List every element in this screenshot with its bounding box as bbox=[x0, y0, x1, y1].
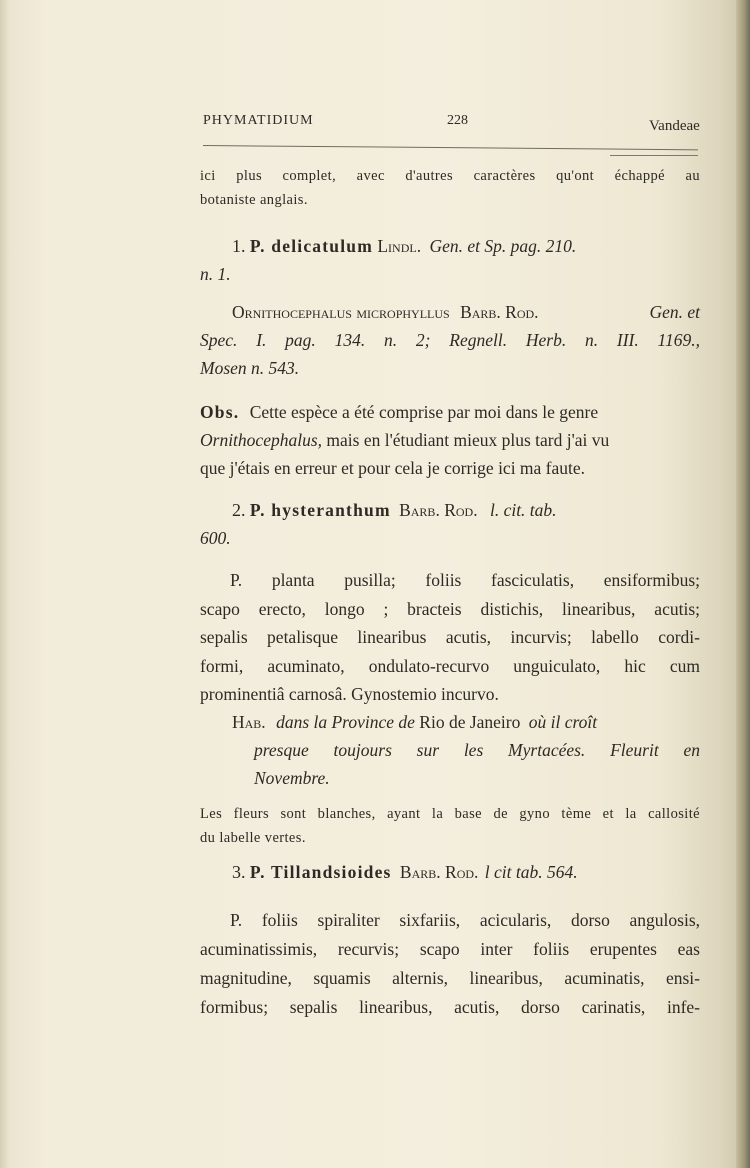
page-left-edge bbox=[0, 0, 10, 1168]
section-name: Vandeae bbox=[649, 118, 700, 134]
species-1-author: Lindl. bbox=[377, 236, 422, 256]
description-line: formi, acuminato, ondulato-recurvo unguiculato, hic cum bbox=[200, 655, 700, 676]
observation-line bbox=[200, 398, 700, 426]
description-line: prominentiâ carnosâ. Gynostemio incurvo. bbox=[200, 684, 499, 704]
species-1-reference: Gen. et Sp. pag. 210. bbox=[429, 236, 577, 256]
page-number: 228 bbox=[447, 113, 468, 128]
habitat-text: où il croît bbox=[528, 712, 598, 732]
species-2-description bbox=[200, 566, 700, 709]
synonym-reference-cont: Spec. I. pag. 134. n. 2; Regnell. Herb. n. III. 1169., bbox=[200, 330, 700, 350]
observation-paragraph bbox=[200, 398, 700, 482]
intro-paragraph bbox=[200, 164, 700, 212]
synonym-name: Ornithocephalus microphyllus bbox=[232, 302, 450, 322]
species-1-entry bbox=[200, 232, 700, 288]
description-line: formibus; sepalis linearibus, acutis, dorso carinatis, infe- bbox=[200, 997, 700, 1017]
description-line: P. planta pusilla; foliis fasciculatis, ensiformibus; bbox=[230, 570, 700, 590]
note-line: du labelle vertes. bbox=[200, 830, 306, 846]
note-line: Les fleurs sont blanches, ayant la base de gyno tème et la callosité bbox=[200, 806, 700, 822]
page-right-edge bbox=[736, 0, 750, 1168]
species-1-synonymy bbox=[200, 298, 700, 382]
synonym-reference-cont: Mosen n. 543. bbox=[200, 358, 300, 378]
habitat-paragraph bbox=[232, 708, 700, 792]
genus-name: Ornithocephalus, bbox=[200, 430, 323, 450]
species-2-entry bbox=[200, 496, 700, 552]
species-3-reference: l cit tab. 564. bbox=[484, 862, 578, 882]
habitat-line: presque toujours sur les Myrtacées. Fleurit en bbox=[254, 740, 700, 760]
species-3-heading bbox=[200, 858, 700, 886]
description-line: scapo erecto, longo ; bracteis distichis, linearibus, acutis; bbox=[200, 598, 700, 619]
habitat-label: Hab. bbox=[232, 712, 266, 732]
observation-text: Cette espèce a été comprise par moi dans le genre bbox=[249, 402, 599, 422]
species-2-number: 2. bbox=[232, 500, 246, 520]
observation-line: que j'étais en erreur et pour cela je corrige ici ma faute. bbox=[200, 458, 586, 478]
intro-line: ici plus complet, avec d'autres caractères qu'ont échappé au bbox=[200, 168, 700, 184]
synonym-line bbox=[200, 298, 700, 326]
species-3-number: 3. bbox=[232, 862, 246, 882]
synonym-author: Barb. Rod. bbox=[460, 302, 539, 322]
observation-text: mais en l'étudiant mieux plus tard j'ai vu bbox=[326, 430, 610, 450]
flower-note bbox=[200, 802, 700, 850]
observation-label: Obs. bbox=[200, 402, 240, 422]
habitat-line: Novembre. bbox=[254, 768, 330, 788]
species-1-heading bbox=[200, 232, 700, 260]
species-2-reference-cont: 600. bbox=[200, 528, 231, 548]
running-title: PHYMATIDIUM bbox=[203, 113, 314, 128]
description-line: acuminatissimis, recurvis; scapo inter foliis erupentes eas bbox=[200, 939, 700, 959]
species-3-description bbox=[200, 906, 700, 1022]
description-line: sepalis petalisque linearibus acutis, incurvis; labello cordi- bbox=[200, 627, 700, 647]
species-1-name: P. delicatulum bbox=[249, 236, 373, 256]
observation-line bbox=[200, 426, 700, 454]
habitat-line bbox=[232, 708, 700, 736]
synonym-reference: Gen. et bbox=[649, 302, 700, 322]
header-rule-short bbox=[610, 155, 698, 156]
species-2-heading bbox=[200, 496, 700, 524]
species-2-name: P. hysteranthum bbox=[249, 500, 391, 520]
species-1-reference-cont: n. 1. bbox=[200, 264, 231, 284]
description-line: P. foliis spiraliter sixfariis, acicularis, dorso angulosis, bbox=[230, 910, 700, 930]
species-3-author: Barb. Rod. bbox=[399, 862, 479, 882]
habitat-location: Rio de Janeiro bbox=[419, 712, 521, 732]
species-3-name: P. Tillandsioides bbox=[249, 862, 392, 882]
intro-line: botaniste anglais. bbox=[200, 192, 308, 208]
species-2-author: Barb. Rod. bbox=[399, 500, 478, 520]
species-3-entry bbox=[200, 858, 700, 886]
species-1-number: 1. bbox=[232, 236, 246, 256]
species-2-reference: l. cit. tab. bbox=[489, 500, 557, 520]
habitat-text: dans la Province de bbox=[276, 712, 415, 732]
running-head bbox=[0, 113, 750, 143]
description-line: magnitudine, squamis alternis, linearibus, acuminatis, ensi- bbox=[200, 968, 700, 988]
